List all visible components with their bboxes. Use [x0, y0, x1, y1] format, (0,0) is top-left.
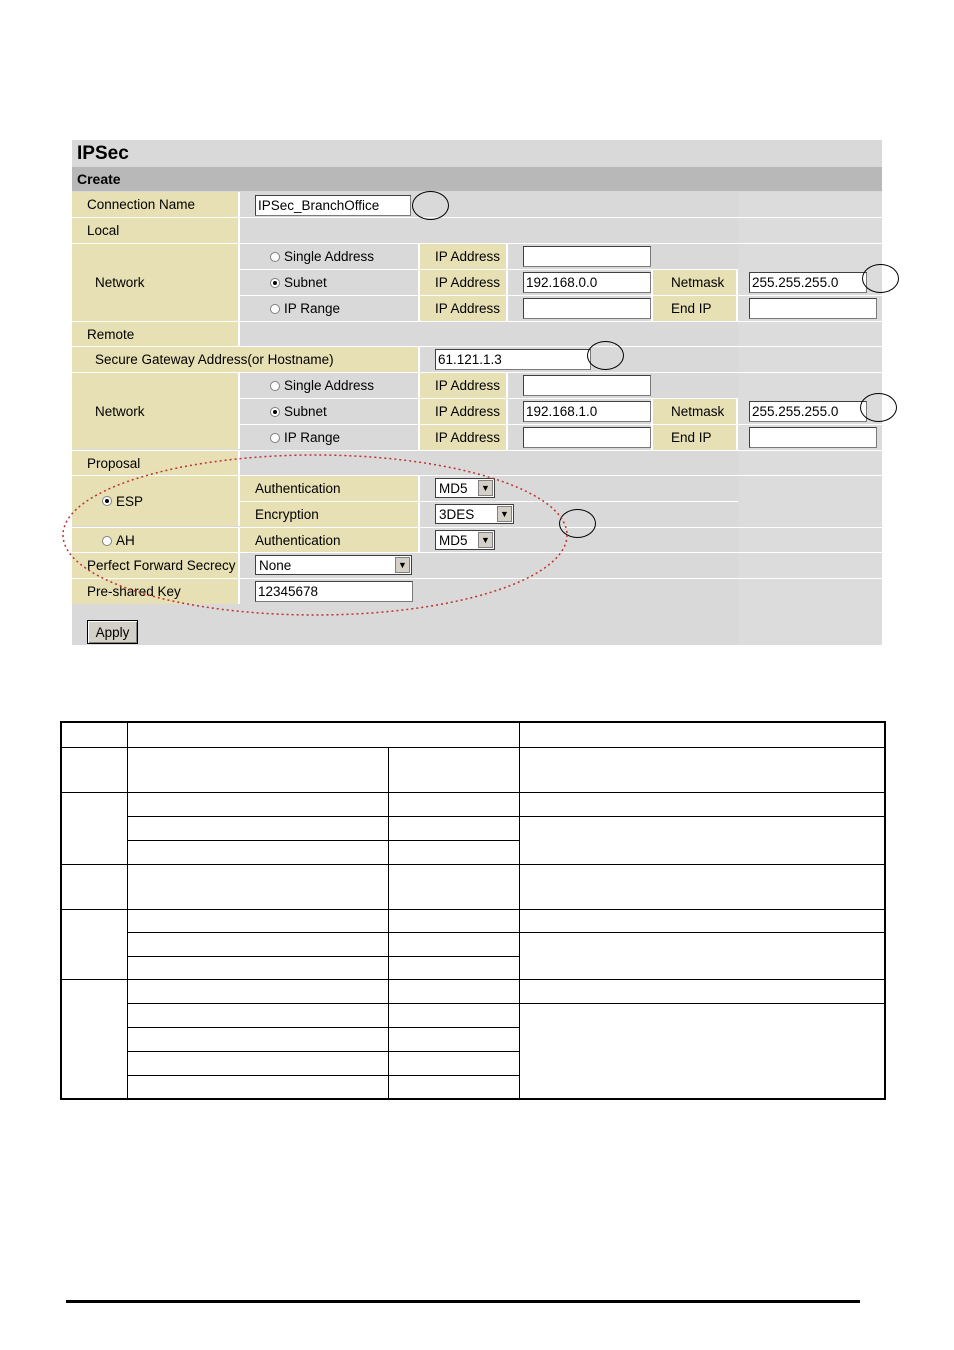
connection-name-label: Connection Name — [72, 192, 240, 217]
local-row — [72, 218, 882, 243]
local-subnet-ip-label: IP Address — [420, 270, 508, 295]
remote-range-ip-input[interactable] — [523, 427, 651, 448]
callout-circle-1 — [412, 191, 449, 220]
table-cell — [127, 840, 389, 865]
table-cell — [388, 1075, 520, 1100]
dropdown-arrow-icon: ▼ — [478, 532, 493, 548]
local-subnet-ip-input[interactable]: 192.168.0.0 — [523, 272, 651, 293]
remote-netmask-label: Netmask — [653, 399, 738, 424]
remote-network-label: Network — [72, 373, 240, 449]
local-single-address-row — [240, 244, 738, 269]
table-cell — [388, 909, 520, 933]
proposal-label: Proposal — [72, 451, 240, 476]
table-cell — [519, 816, 886, 865]
table-cell — [388, 864, 520, 910]
pfs-value: None — [259, 557, 292, 573]
remote-single-ip-label: IP Address — [420, 373, 508, 398]
table-cell — [519, 932, 886, 980]
callout-circle-3 — [587, 341, 624, 370]
local-end-ip-label: End IP — [653, 296, 738, 321]
table-header-cell — [519, 721, 886, 748]
remote-range-ip-label: IP Address — [420, 425, 508, 450]
dropdown-arrow-icon: ▼ — [395, 557, 410, 573]
table-cell — [127, 747, 389, 793]
remote-single-address-label: Single Address — [284, 378, 375, 393]
remote-label: Remote — [72, 322, 240, 347]
table-cell — [388, 1027, 520, 1052]
radio-icon — [270, 304, 280, 314]
table-cell — [60, 747, 128, 793]
table-cell — [60, 909, 128, 980]
esp-enc-value: 3DES — [439, 506, 475, 522]
local-single-ip-input[interactable] — [523, 246, 651, 267]
table-cell — [519, 792, 886, 817]
local-netmask-input[interactable]: 255.255.255.0 — [749, 272, 867, 293]
local-ip-range-radio[interactable] — [240, 296, 420, 321]
remote-ip-range-radio[interactable] — [240, 425, 420, 450]
table-cell — [127, 956, 389, 980]
table-cell — [127, 1051, 389, 1076]
remote-subnet-ip-input[interactable]: 192.168.1.0 — [523, 401, 651, 422]
esp-label: ESP — [116, 493, 144, 509]
table-cell — [388, 840, 520, 865]
dropdown-arrow-icon: ▼ — [497, 506, 512, 522]
table-cell — [60, 979, 128, 1100]
page-title: IPSec — [72, 140, 882, 167]
dropdown-arrow-icon: ▼ — [478, 480, 493, 496]
radio-icon — [270, 252, 280, 262]
table-cell — [519, 1003, 886, 1100]
table-header-cell — [60, 721, 128, 748]
remote-netmask-input[interactable]: 255.255.255.0 — [749, 401, 867, 422]
remote-ip-range-label: IP Range — [284, 430, 341, 445]
table-cell — [388, 747, 520, 793]
table-cell — [127, 792, 389, 817]
callout-circle-4 — [860, 393, 897, 422]
table-cell — [127, 979, 389, 1004]
footer-divider — [66, 1300, 860, 1303]
psk-input[interactable]: 12345678 — [255, 581, 413, 602]
table-cell — [127, 932, 389, 957]
local-subnet-row — [240, 270, 882, 295]
table-header-cell — [127, 721, 520, 748]
remote-subnet-label: Subnet — [284, 404, 327, 419]
remote-end-ip-label: End IP — [653, 425, 738, 450]
radio-selected-icon — [270, 278, 280, 288]
gateway-input[interactable]: 61.121.1.3 — [435, 349, 591, 370]
remote-subnet-row — [240, 399, 882, 424]
table-cell — [519, 979, 886, 1004]
local-single-address-label: Single Address — [284, 249, 375, 264]
connection-name-row — [72, 192, 882, 217]
table-cell — [388, 979, 520, 1004]
table-cell — [388, 932, 520, 957]
psk-label: Pre-shared Key — [72, 579, 240, 604]
esp-auth-value: MD5 — [439, 480, 468, 496]
local-ip-range-label: IP Range — [284, 301, 341, 316]
table-cell — [60, 864, 128, 910]
radio-icon — [270, 381, 280, 391]
section-header-create: Create — [72, 167, 882, 191]
local-range-ip-label: IP Address — [420, 296, 508, 321]
table-cell — [127, 816, 389, 841]
gateway-label: Secure Gateway Address(or Hostname) — [72, 347, 420, 372]
table-cell — [519, 909, 886, 933]
esp-auth-label: Authentication — [240, 476, 420, 501]
remote-single-ip-input[interactable] — [523, 375, 651, 396]
remote-single-address-row — [240, 373, 738, 398]
ah-auth-label: Authentication — [240, 528, 420, 553]
local-range-ip-input[interactable] — [523, 298, 651, 319]
ah-auth-value: MD5 — [439, 532, 468, 548]
table-cell — [127, 909, 389, 933]
local-label: Local — [72, 218, 240, 243]
local-network-label: Network — [72, 244, 240, 321]
remote-subnet-ip-label: IP Address — [420, 399, 508, 424]
apply-button[interactable]: Apply — [87, 620, 138, 644]
table-cell — [388, 792, 520, 817]
local-subnet-radio[interactable] — [240, 270, 420, 295]
remote-row — [72, 322, 882, 347]
esp-enc-label: Encryption — [240, 502, 420, 527]
table-cell — [127, 1003, 389, 1028]
local-single-ip-label: IP Address — [420, 244, 508, 269]
table-cell — [388, 1003, 520, 1028]
remote-end-ip-input[interactable] — [749, 427, 877, 448]
local-netmask-label: Netmask — [653, 270, 738, 295]
callout-circle-2 — [862, 264, 899, 293]
table-cell — [388, 816, 520, 841]
local-subnet-label: Subnet — [284, 275, 327, 290]
ah-label: AH — [116, 533, 135, 548]
proposal-highlight-ellipse — [60, 452, 570, 618]
local-ip-range-row — [240, 296, 882, 321]
table-cell — [388, 956, 520, 980]
radio-selected-icon — [270, 407, 280, 417]
table-cell — [519, 747, 886, 793]
gateway-row — [72, 347, 882, 372]
remote-single-address-radio[interactable] — [240, 373, 420, 398]
local-end-ip-input[interactable] — [749, 298, 877, 319]
pfs-label: Perfect Forward Secrecy — [72, 553, 240, 578]
reference-table — [60, 721, 886, 1100]
table-cell — [519, 864, 886, 910]
table-cell — [127, 1075, 389, 1100]
table-cell — [127, 864, 389, 910]
table-cell — [60, 792, 128, 865]
local-single-address-radio[interactable] — [240, 244, 420, 269]
radio-icon — [270, 433, 280, 443]
table-cell — [388, 1051, 520, 1076]
remote-subnet-radio[interactable] — [240, 399, 420, 424]
connection-name-input[interactable]: IPSec_BranchOffice — [255, 195, 411, 216]
table-cell — [127, 1027, 389, 1052]
remote-ip-range-row — [240, 425, 882, 450]
